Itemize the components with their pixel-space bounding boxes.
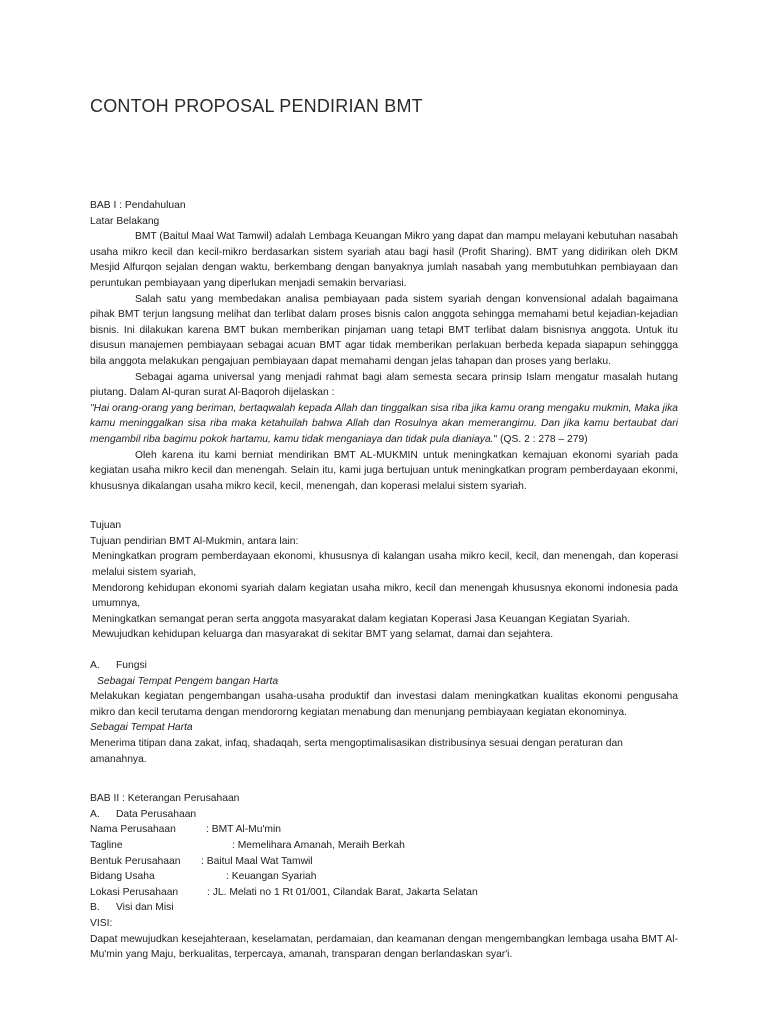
list-item: Mendorong kehidupan ekonomi syariah dalam kegiatan usaha mikro, kecil dan menengah khususnya ekonomi indonesia pada umumnya,	[92, 582, 678, 610]
visi-misi-heading-row	[90, 900, 678, 916]
field-label: Bentuk Perusahaan	[90, 855, 181, 867]
document-body	[90, 198, 678, 963]
field-label: Lokasi Perusahaan	[90, 886, 179, 898]
fungsi-paragraph-harta: Menerima titipan dana zakat, infaq, shadaqah, serta mengoptimalisasikan distribusinya sesuai dengan peraturan dan amanahnya.	[90, 738, 623, 765]
field-row-bidang	[90, 869, 678, 885]
document-title: CONTOH PROPOSAL PENDIRIAN BMT	[90, 96, 423, 116]
field-value: : Memelihara Amanah, Meraih Berkah	[232, 839, 405, 851]
field-row-lokasi	[90, 885, 678, 901]
field-value: : Keuangan Syariah	[226, 871, 317, 883]
field-label: Bidang Usaha	[90, 871, 155, 883]
field-row-tagline	[90, 838, 678, 854]
fungsi-heading-row	[90, 658, 678, 674]
fungsi-sub-harta: Sebagai Tempat Harta	[90, 722, 193, 734]
tujuan-intro: Tujuan pendirian BMT Al-Mukmin, antara lain:	[90, 535, 299, 547]
field-row-nama	[90, 822, 678, 838]
latar-belakang-heading: Latar Belakang	[90, 215, 160, 227]
quran-quote-paragraph	[90, 401, 678, 448]
field-label: Nama Perusahaan	[90, 824, 176, 836]
data-perusahaan-heading-row	[90, 807, 678, 823]
paragraph-niat: Oleh karena itu kami berniat mendirikan BMT AL-MUKMIN untuk meningkatkan kemajuan ekonomi syariah pada kegiatan usaha mikro kecil dan menengah. Selain itu, kami juga bertujuan untuk meningkatkan program pemberdayaan ekonmi, khususnya dikalangan usaha mikro kecil, kecil, menengah, dan koperasi melalui sistem syariah.	[90, 449, 678, 492]
paragraph-islam-hutang: Sebagai agama universal yang menjadi rahmat bagi alam semesta secara prinsip Islam mengatur masalah hutang piutang. Dalam Al-quran surat Al-Baqoroh dijelaskan :	[90, 371, 678, 399]
field-row-bentuk	[90, 854, 678, 870]
field-value: : Baitul Maal Wat Tamwil	[201, 855, 313, 867]
field-value: : JL. Melati no 1 Rt 01/001, Cilandak Barat, Jakarta Selatan	[207, 886, 478, 898]
tujuan-list	[90, 549, 678, 643]
list-item: Meningkatkan semangat peran serta anggota masyarakat dalam kegiatan Koperasi Jasa Keuangan Kegiatan Syariah.	[92, 613, 631, 625]
quran-quote: "Hai orang-orang yang beriman, bertaqwalah kepada Allah dan tinggalkan sisa riba jika kamu orang mengaku mukmin, Maka jika kamu meninggalkan sisa riba maka ketahuilah bahwa Allah dan Rosulnya akan memerangimu. Dan jika kamu bertaubat dari mengambil riba bagimu pokok hartamu, kamu tidak menganiaya dan tidak pula dianiaya.	[90, 402, 678, 445]
paragraph-analisa: Salah satu yang membedakan analisa pembiayaan pada sistem syariah dengan konvensional adalah bagaimana pihak BMT terjun langsung melihat dan terlibat dalam proses bisnis calon anggota sehingga memahami betul kejadian-kejadian bisnis. Ini dilakukan karena BMT bukan memberikan pinjaman uang tetapi BMT terlibat dalam bisnisnya anggota. Untuk itu disusun manajemen pembiayaan sebagai acuan BMT agar tidak memberikan perlakuan berbeda kepada siapapun sehinggga bila anggota melakukan pengajuan pembiayaan dapat memahami dengan jelas tahapan dan proses yang berlaku.	[90, 293, 678, 367]
fungsi-paragraph-pengembangan: Melakukan kegiatan pengembangan usaha-usaha produktif dan investasi dalam meningkatkan kualitas ekonomi pengusaha mikro dan kecil terutama dengan mendororng kegiatan menabung dan menunjang pembiayaan kegiatan ekonominya.	[90, 691, 678, 718]
visi-text: Dapat mewujudkan kesejahteraan, keselamatan, perdamaian, dan keamanan dengan mengembangkan lembaga usaha BMT Al-Mu'min yang Maju, berkualitas, terpercaya, amanah, transparan dengan berlandaskan syar'i.	[90, 933, 678, 961]
data-perusahaan-heading: Data Perusahaan	[116, 808, 197, 820]
fungsi-heading: Fungsi	[116, 660, 147, 672]
fungsi-sub-pengembangan: Sebagai Tempat Pengem bangan Harta	[97, 675, 279, 687]
data-perusahaan-letter: A.	[90, 808, 100, 820]
visi-label: VISI:	[90, 917, 113, 929]
visi-misi-heading: Visi dan Misi	[116, 902, 174, 914]
fungsi-letter: A.	[90, 660, 100, 672]
field-label: Tagline	[90, 839, 123, 851]
list-item: Meningkatkan program pemberdayaan ekonomi, khususnya di kalangan usaha mikro kecil, kecil, dan menengah, dan koperasi melalui sistem syariah,	[92, 551, 678, 579]
quran-quote-reference: " (QS. 2 : 278 – 279)	[493, 433, 588, 445]
visi-misi-letter: B.	[90, 902, 100, 914]
bab2-heading: BAB II : Keterangan Perusahaan	[90, 793, 240, 805]
bab1-heading: BAB I : Pendahuluan	[90, 200, 186, 211]
list-item: Mewujudkan kehidupan keluarga dan masyarakat di sekitar BMT yang selamat, damai dan sejahtera.	[92, 629, 554, 641]
field-value: : BMT Al-Mu'min	[206, 824, 282, 836]
paragraph-bmt-intro: BMT (Baitul Maal Wat Tamwil) adalah Lembaga Keuangan Mikro yang dapat dan mampu melayani kebutuhan nasabah usaha mikro kecil dan kecil-mikro berdasarkan sistem syariah atau bagi hasil (Profit Sharing). BMT yang didirikan oleh DKM Mesjid Alfurqon sejalan dengan waktu, berkembang dengan banyaknya jumlah nasabah yang membutuhkan pembiayaan dan peruntukan pembiayaan yang diperlukan menjadi semakin bervariasi.	[90, 231, 678, 289]
tujuan-heading: Tujuan	[90, 520, 122, 532]
